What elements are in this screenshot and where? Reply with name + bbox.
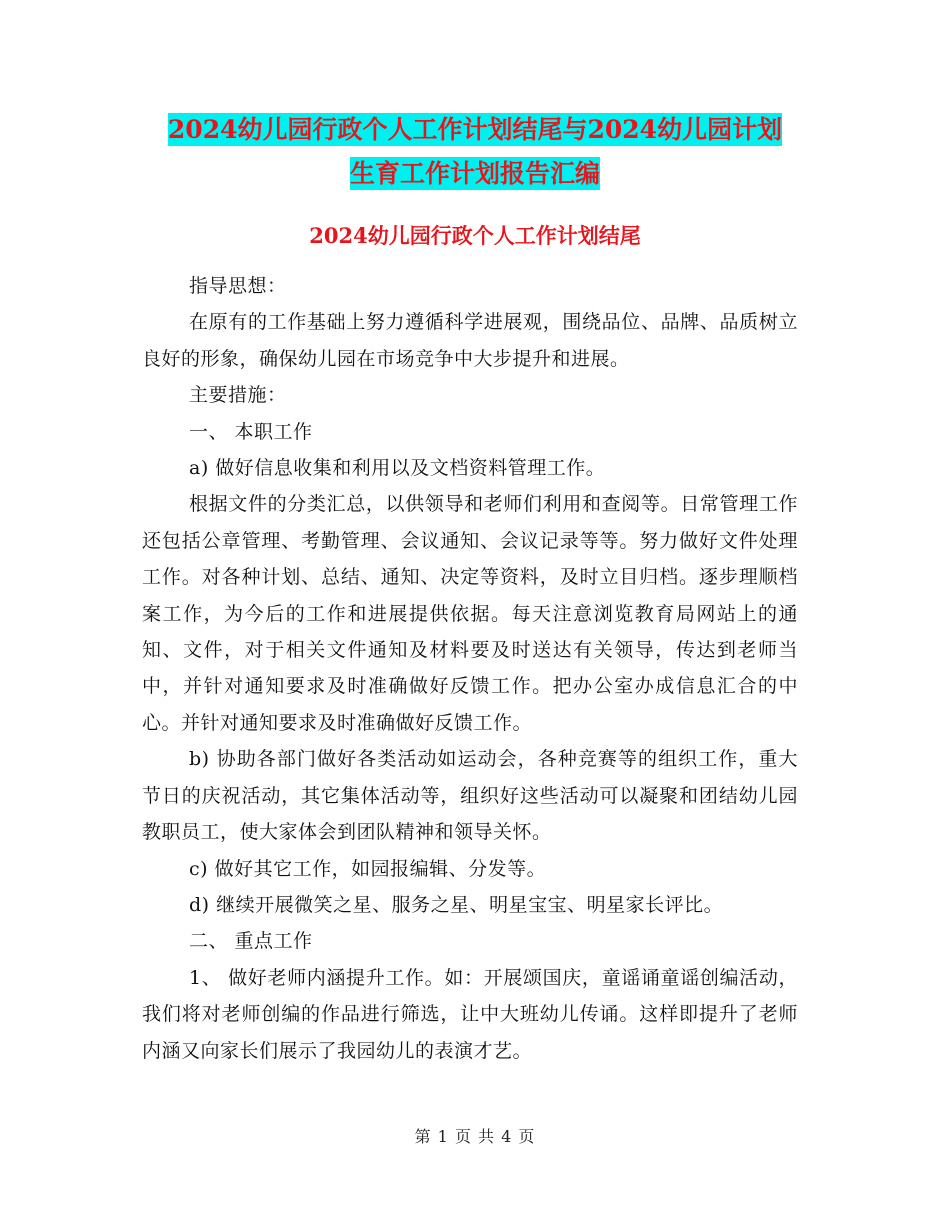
paragraph-item-d: d) 继续开展微笑之星、服务之星、明星宝宝、明星家长评比。 (189, 893, 724, 916)
page-footer: 第 1 页 共 4 页 (414, 1127, 536, 1146)
paragraph-section-one: 一、 本职工作 (189, 420, 313, 443)
paragraph-guiding-heading: 指导思想： (189, 275, 287, 297)
paragraph-item-c: c) 做好其它工作，如园报编辑、分发等。 (189, 857, 547, 880)
paragraph-item-a: a) 做好信息收集和利用以及文档资料管理工作。 (189, 457, 606, 480)
section-title: 2024幼儿园行政个人工作计划结尾 (309, 223, 641, 248)
title-line-1 (0, 108, 950, 152)
document-body (142, 268, 798, 1069)
paragraph-filing: 根据文件的分类汇总，以供领导和老师们利用和查阅等。日常管理工作还包括公章管理、考勤管理、会议通知、会议记录等等。努力做好文件处理工作。对各种计划、总结、通知、决定等资料，及时立目归档。逐步理顺档案工作，为今后的工作和进展提供依据。每天注意浏览教育局网站上的通知、文件，对于相关文件通知及材料要及时送达有关领导，传达到老师当中，并针对通知要求及时准确做好反馈工作。把办公室办成信息汇合的中心。并针对通知要求及时准确做好反馈工作。 (142, 493, 798, 734)
paragraph-guiding-text: 在原有的工作基础上努力遵循科学进展观，围绕品位、品牌、品质树立良好的形象，确保幼儿园在市场竞争中大步提升和进展。 (142, 311, 798, 370)
title-line-1-text: 2024幼儿园行政个人工作计划结尾与2024幼儿园计划 (167, 115, 783, 144)
title-line-2 (0, 152, 950, 196)
document-title (0, 108, 950, 196)
paragraph-item-b: b) 协助各部门做好各类活动如运动会，各种竞赛等的组织工作，重大节日的庆祝活动，其它集体活动等，组织好这些活动可以凝聚和团结幼儿园教职员工，使大家体会到团队精神和领导关怀。 (142, 748, 798, 844)
paragraph-measures-heading: 主要措施： (189, 384, 287, 407)
paragraph-item-1: 1、 做好老师内涵提升工作。如：开展颂国庆，童谣诵童谣创编活动，我们将对老师创编的作品进行筛选，让中大班幼儿传诵。这样即提升了老师内涵又向家长们展示了我园幼儿的表演才艺。 (142, 966, 798, 1062)
title-line-2-text: 生育工作计划报告汇编 (349, 159, 600, 188)
paragraph-section-two: 二、 重点工作 (189, 930, 313, 953)
